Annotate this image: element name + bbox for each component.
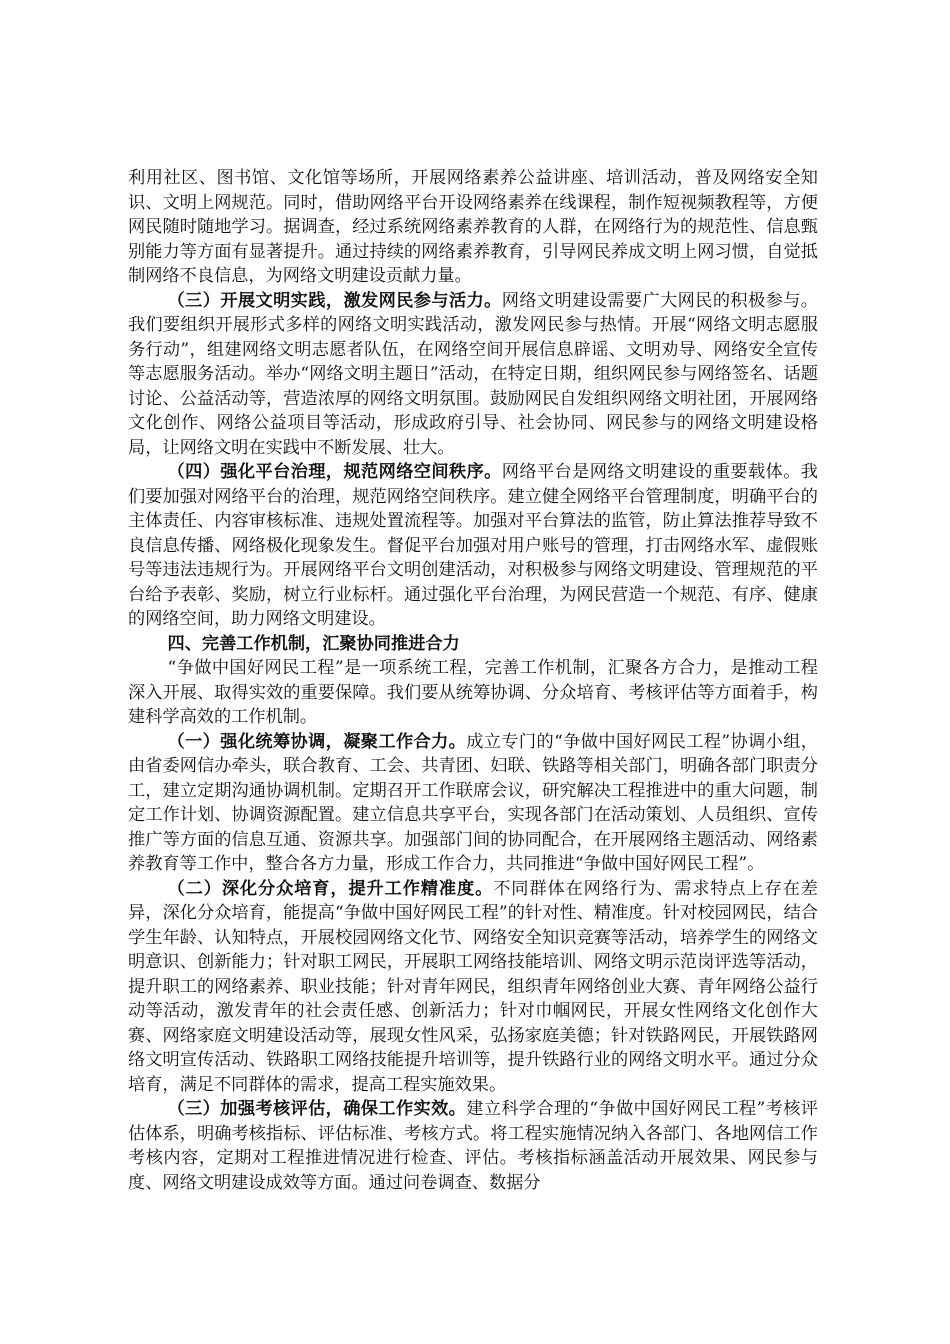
section-heading-inline: （一）强化统筹协调，凝聚工作合力。 xyxy=(167,731,467,752)
chapter-heading-text: 四、完善工作机制，汇聚协同推进合力 xyxy=(167,633,460,654)
paragraph-section-3 xyxy=(128,289,818,461)
paragraph-text: 不同群体在网络行为、需求特点上存在差异，深化分众培育，能提高“争做中国好网民工程”的针对性、精准度。针对校园网民，结合学生年龄、认知特点，开展校园网络文化节、网络安全知识竞赛等活动，培养学生的网络文明意识、创新能力；针对职工网民，开展职工网络技能培训、网络文明示范岗评选等活动，提升职工的网络素养、职业技能；针对青年网民，组织青年网络创业大赛、青年网络公益行动等活动，激发青年的社会责任感、创新活力；针对巾帼网民，开展女性网络文化创作大赛、网络家庭文明建设活动等，展现女性风采，弘扬家庭美德；针对铁路网民，开展铁路网络文明宣传活动、铁路职工网络技能提升培训等，提升铁路行业的网络文明水平。通过分众培育，满足不同群体的需求，提高工程实施效果。 xyxy=(128,878,818,1095)
paragraph-continuation xyxy=(128,166,818,289)
paragraph-section-4 xyxy=(128,460,818,632)
section-heading-inline: （三）开展文明实践，激发网民参与活力。 xyxy=(167,290,502,311)
paragraph-subsection-1 xyxy=(128,730,818,877)
paragraph-text: 成立专门的“争做中国好网民工程”协调小组，由省委网信办牵头，联合教育、工会、共青团、妇联、铁路等相关部门，明确各部门职责分工，建立定期沟通协调机制。定期召开工作联席会议，研究解决工程推进中的重大问题，制定工作计划、协调资源配置。建立信息共享平台，实现各部门在活动策划、人员组织、宣传推广等方面的信息互通、资源共享。加强部门间的协同配合，在开展网络主题活动、网络素养教育等工作中，整合各方力量，形成工作合力，共同推进“争做中国好网民工程”。 xyxy=(128,731,818,874)
section-heading-inline: （三）加强考核评估，确保工作实效。 xyxy=(167,1099,467,1119)
paragraph-intro xyxy=(128,656,818,730)
paragraph-subsection-3 xyxy=(128,1097,818,1195)
chapter-heading xyxy=(128,632,818,657)
paragraph-text: 网络文明建设需要广大网民的积极参与。我们要组织开展形式多样的网络文明实践活动，激发网民参与热情。开展“网络文明志愿服务行动”，组建网络文明志愿者队伍，在网络空间开展信息辟谣、文明劝导、网络安全宣传等志愿服务活动。举办“网络文明主题日”活动，在特定日期，组织网民参与网络签名、话题讨论、公益活动等，营造浓厚的网络文明氛围。鼓励网民自发组织网络文明社团，开展网络文化创作、网络公益项目等活动，形成政府引导、社会协同、网民参与的网络文明建设格局，让网络文明在实践中不断发展、壮大。 xyxy=(128,290,818,458)
paragraph-text: 网络平台是网络文明建设的重要载体。我们要加强对网络平台的治理，规范网络空间秩序。建立健全网络平台管理制度，明确平台的主体责任、内容审核标准、违规处置流程等。加强对平台算法的监管，防止算法推荐导致不良信息传播、网络极化现象发生。督促平台加强对用户账号的管理，打击网络水军、虚假账号等违法违规行为。开展网络平台文明创建活动，对积极参与网络文明建设、管理规范的平台给予表彰、奖励，树立行业标杆。通过强化平台治理，为网民营造一个规范、有序、健康的网络空间，助力网络文明建设。 xyxy=(128,462,818,629)
paragraph-text: 利用社区、图书馆、文化馆等场所，开展网络素养公益讲座、培训活动，普及网络安全知识、文明上网规范。同时，借助网络平台开设网络素养在线课程，制作短视频教程等，方便网民随时随地学习。据调查，经过系统网络素养教育的人群，在网络行为的规范性、信息甄别能力等方面有显著提升。通过持续的网络素养教育，引导网民养成文明上网习惯，自觉抵制网络不良信息，为网络文明建设贡献力量。 xyxy=(128,168,818,286)
paragraph-text: “争做中国好网民工程”是一项系统工程，完善工作机制，汇聚各方合力，是推动工程深入开展、取得实效的重要保障。我们要从统筹协调、分众培育、考核评估等方面着手，构建科学高效的工作机制。 xyxy=(128,658,818,727)
section-heading-inline: （四）强化平台治理，规范网络空间秩序。 xyxy=(167,462,502,482)
paragraph-text: 建立科学合理的“争做中国好网民工程”考核评估体系，明确考核指标、评估标准、考核方式。将工程实施情况纳入各部门、各地网信工作考核内容，定期对工程推进情况进行检查、评估。考核指标涵盖活动开展效果、网民参与度、网络文明建设成效等方面。通过问卷调查、数据分 xyxy=(128,1099,818,1193)
document-body xyxy=(128,166,818,1195)
section-heading-inline: （二）深化分众培育，提升工作精准度。 xyxy=(167,878,494,899)
paragraph-subsection-2 xyxy=(128,877,818,1098)
